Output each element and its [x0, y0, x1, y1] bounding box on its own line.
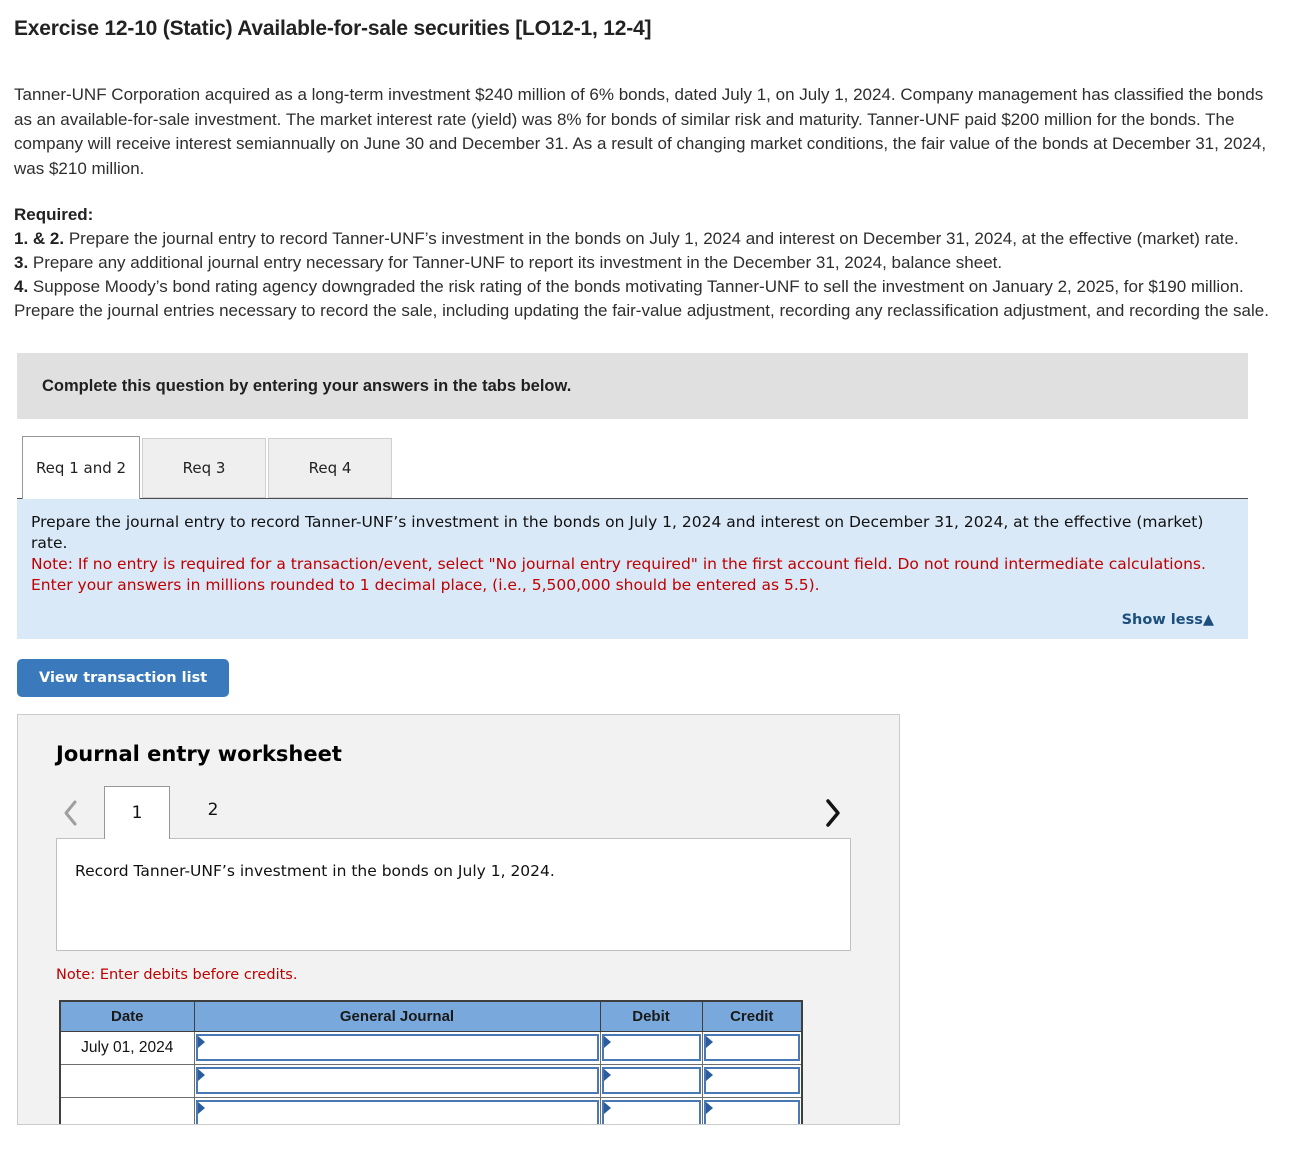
problem-statement: Tanner-UNF Corporation acquired as a long-term investment $240 million of 6% bonds, dated July 1, on July 1, 2024. Company management has classified the bonds as an available-for-sale investment. The market interest rate (yield) was 8% for bonds of similar risk and maturity. Tanner-UNF paid $200 million for the bonds. The company will receive interest semiannually on June 30 and December 31. As a result of changing market conditions, the fair value of the bonds at December 31, 2024, was $210 million. — [14, 85, 1267, 178]
credit-cell — [702, 1031, 802, 1064]
table-row — [60, 1097, 802, 1125]
cell-flag-icon — [604, 1102, 611, 1114]
table-row — [60, 1064, 802, 1097]
next-page-icon[interactable] — [823, 797, 843, 833]
account-cell — [194, 1031, 600, 1064]
tab-req-4[interactable]: Req 4 — [268, 438, 392, 498]
debit-column-header: Debit — [600, 1001, 702, 1031]
debit-input[interactable] — [602, 1100, 701, 1125]
transaction-description-box — [56, 838, 851, 951]
requirement-tabs — [22, 436, 1290, 498]
account-cell — [194, 1097, 600, 1125]
cell-flag-icon — [604, 1036, 611, 1048]
requirement-3 — [14, 251, 1276, 275]
cell-flag-icon — [604, 1069, 611, 1081]
date-column-header: Date — [60, 1001, 194, 1031]
credit-cell — [702, 1097, 802, 1125]
debit-cell — [600, 1097, 702, 1125]
credit-input[interactable] — [704, 1067, 801, 1094]
account-input[interactable] — [196, 1034, 599, 1061]
required-label: Required: — [14, 205, 94, 224]
required-section — [14, 203, 1276, 323]
journal-entry-worksheet — [17, 714, 900, 1125]
page-tab-1[interactable]: 1 — [104, 786, 170, 839]
account-input[interactable] — [196, 1067, 599, 1094]
cell-flag-icon — [198, 1036, 205, 1048]
cell-flag-icon — [706, 1036, 713, 1048]
requirement-text: Suppose Moody’s bond rating agency downgraded the risk rating of the bonds motivating Tanner-UNF to sell the investment on January 2, 2025, for $190 million. Prepare the journal entries necessary to record the sale, including updating the fair-value adjustment, recording any reclassification adjustment, and recording the sale. — [14, 277, 1269, 320]
debit-input[interactable] — [602, 1067, 701, 1094]
instruction-text: Prepare the journal entry to record Tanner-UNF’s investment in the bonds on July 1, 2024 and interest on December 31, 2024, at the effective (market) rate. — [31, 513, 1204, 552]
show-less-label: Show less — [1121, 612, 1203, 628]
debits-note: Note: Enter debits before credits. — [56, 967, 298, 983]
debit-cell — [600, 1031, 702, 1064]
account-input[interactable] — [196, 1100, 599, 1125]
requirement-text: Prepare the journal entry to record Tanner-UNF’s investment in the bonds on July 1, 2024 and interest on December 31, 2024, at the effective (market) rate. — [64, 229, 1239, 248]
credit-cell — [702, 1064, 802, 1097]
show-less-link[interactable] — [1122, 612, 1214, 628]
requirement-text: Prepare any additional journal entry necessary for Tanner-UNF to report its investment in the December 31, 2024, balance sheet. — [28, 253, 1003, 272]
tab-req-3[interactable]: Req 3 — [142, 438, 266, 498]
debit-input[interactable] — [602, 1034, 701, 1061]
debit-cell — [600, 1064, 702, 1097]
journal-entry-table — [59, 1000, 803, 1125]
table-header-row — [60, 1001, 802, 1031]
credit-input[interactable] — [704, 1100, 801, 1125]
credit-input[interactable] — [704, 1034, 801, 1061]
account-cell — [194, 1064, 600, 1097]
show-less-arrow-icon: ▲ — [1202, 612, 1214, 628]
cell-flag-icon — [706, 1102, 713, 1114]
page-tab-2[interactable]: 2 — [207, 800, 219, 820]
credit-column-header: Credit — [702, 1001, 802, 1031]
instruction-note: Note: If no entry is required for a transaction/event, select "No journal entry required" in the first account field. Do not round intermediate calculations. Enter your answers in millions rounded to 1 decimal place, (i.e., 5,500,000 should be entered as 5.5). — [31, 555, 1206, 594]
date-cell: July 01, 2024 — [60, 1031, 194, 1064]
prev-page-icon[interactable] — [61, 799, 79, 831]
requirement-lead: 4. — [14, 277, 29, 296]
table-row — [60, 1031, 802, 1064]
banner-text: Complete this question by entering your answers in the tabs below. — [42, 376, 572, 395]
requirement-4 — [14, 275, 1276, 323]
tab-req-1-and-2[interactable]: Req 1 and 2 — [22, 436, 140, 499]
page-title: Exercise 12-10 (Static) Available-for-sale securities [LO12-1, 12-4] — [14, 17, 652, 40]
instruction-panel — [17, 498, 1248, 639]
cell-flag-icon — [706, 1069, 713, 1081]
cell-flag-icon — [198, 1102, 205, 1114]
view-transaction-list-button[interactable]: View transaction list — [17, 659, 229, 697]
requirement-lead: 3. — [14, 253, 29, 272]
worksheet-pagination — [56, 786, 861, 838]
worksheet-title: Journal entry worksheet — [56, 742, 342, 766]
transaction-description: Record Tanner-UNF’s investment in the bonds on July 1, 2024. — [75, 862, 555, 880]
cell-flag-icon — [198, 1069, 205, 1081]
requirement-1-2 — [14, 227, 1276, 251]
requirement-lead: 1. & 2. — [14, 229, 65, 248]
general-journal-column-header: General Journal — [194, 1001, 600, 1031]
date-cell — [60, 1097, 194, 1125]
complete-question-banner — [17, 353, 1248, 419]
date-cell — [60, 1064, 194, 1097]
